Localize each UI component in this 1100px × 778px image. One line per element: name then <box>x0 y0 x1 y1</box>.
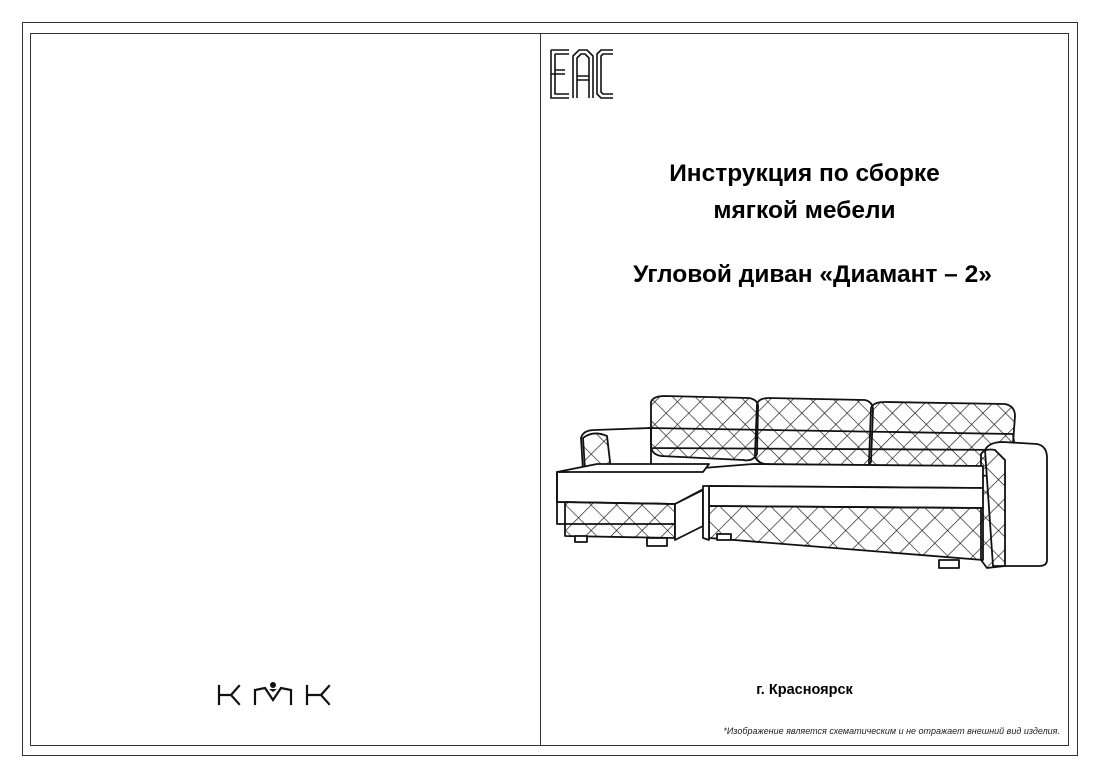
eac-mark-icon <box>549 48 617 105</box>
kmk-logo <box>215 680 355 715</box>
title-line-1: Инструкция по сборке <box>669 160 940 187</box>
page-fold-divider <box>540 33 541 746</box>
corner-sofa-illustration <box>553 390 1053 590</box>
disclaimer-note: *Изображение является схематическим и не отражает внешний вид изделия. <box>723 726 1060 736</box>
title-line-2: мягкой мебели <box>713 197 896 224</box>
product-name: Угловой диван «Диамант – 2» <box>633 261 992 288</box>
city-label: г. Красноярск <box>756 682 853 698</box>
